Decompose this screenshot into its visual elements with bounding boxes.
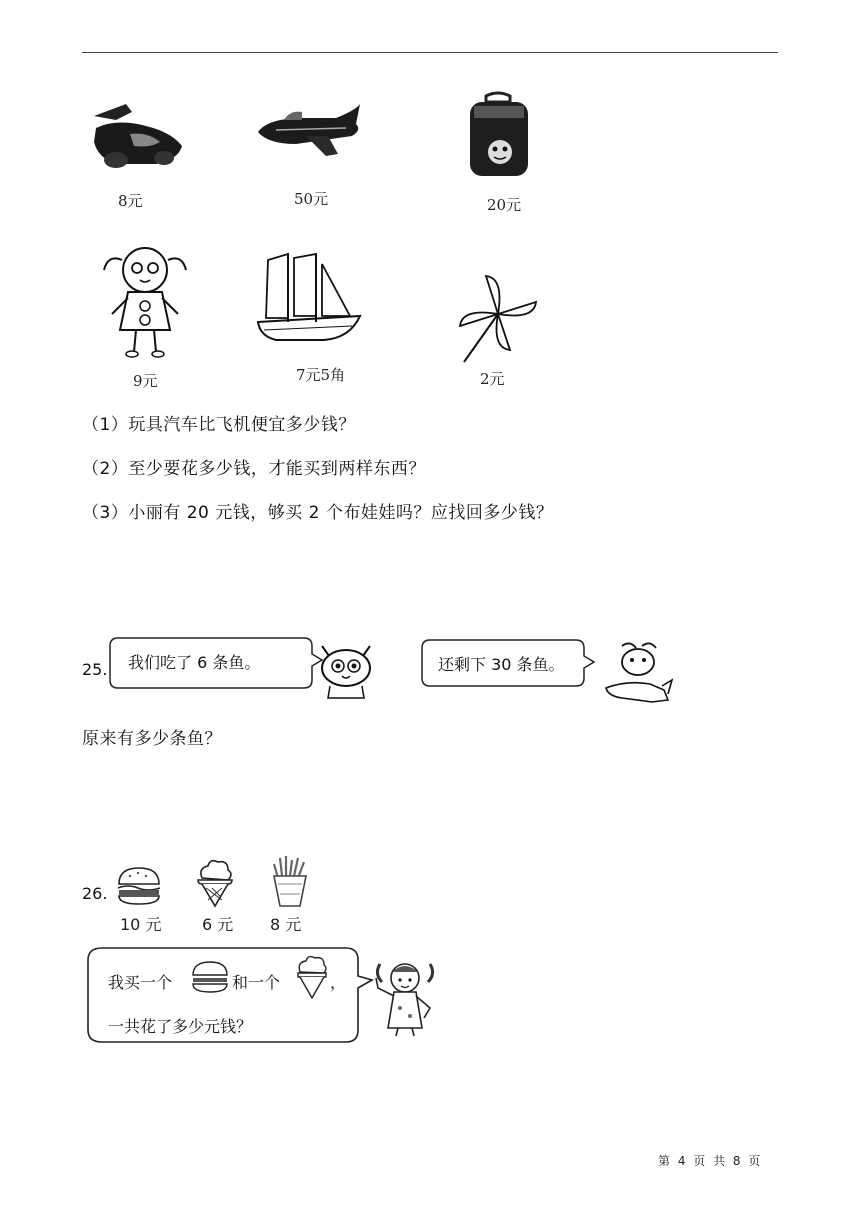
page-footer: 第 4 页 共 8 页 — [658, 1154, 763, 1168]
hamburger-icon — [116, 866, 162, 906]
pinwheel-price: 2元 — [480, 370, 505, 388]
doll-icon — [100, 240, 190, 360]
header-rule — [82, 52, 778, 53]
backpack-icon — [464, 92, 534, 182]
q24-part3: （3）小丽有 20 元钱，够买 2 个布娃娃吗？应找回多少钱？ — [82, 503, 554, 523]
ice-cream-icon — [194, 858, 236, 908]
sailboat-price: 7元5角 — [296, 366, 346, 384]
q25-number: 25. — [82, 660, 108, 679]
bubble2-text: 还剩下 30 条鱼。 — [438, 655, 565, 674]
bubble3-line1c: ， — [330, 973, 347, 992]
girl-icon — [370, 958, 440, 1038]
ice-cream-price: 6 元 — [202, 915, 234, 934]
fries-icon — [268, 854, 312, 908]
bubble3-line2: 一共花了多少元钱？ — [108, 1017, 253, 1036]
toy-plane-icon — [256, 100, 366, 160]
sailboat-icon — [254, 250, 364, 350]
fries-price: 8 元 — [270, 915, 302, 934]
pinwheel-icon — [456, 272, 540, 364]
toy-car-price: 8元 — [118, 192, 143, 210]
hamburger-price: 10 元 — [120, 915, 162, 934]
toy-car-icon — [86, 98, 186, 178]
dog-icon — [602, 640, 674, 704]
backpack-price: 20元 — [487, 196, 522, 214]
toy-plane-price: 50元 — [294, 190, 329, 208]
bubble-hamburger-icon — [190, 960, 230, 994]
bubble1-text: 我们吃了 6 条鱼。 — [128, 653, 261, 672]
q24-part2: （2）至少要花多少钱，才能买到两样东西？ — [82, 459, 426, 479]
bubble3-line1a: 我买一个 — [108, 973, 173, 992]
bubble-ice-cream-icon — [294, 954, 330, 1000]
q26-number: 26. — [82, 884, 108, 903]
q24-part1: （1）玩具汽车比飞机便宜多少钱？ — [82, 415, 356, 435]
doll-price: 9元 — [133, 372, 158, 390]
bubble3-line1b: 和一个 — [232, 973, 281, 992]
q25-question: 原来有多少条鱼？ — [82, 729, 222, 749]
cat-icon — [314, 638, 378, 700]
